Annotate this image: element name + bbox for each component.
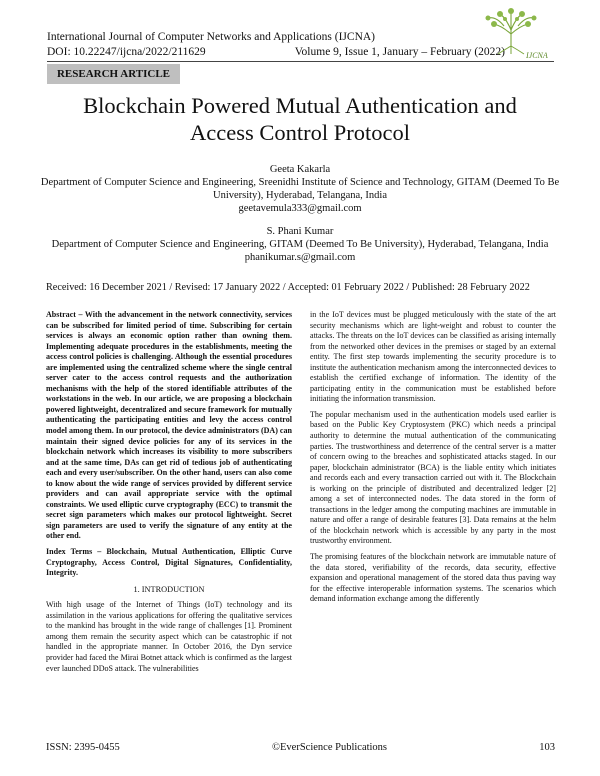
section-heading: 1. INTRODUCTION xyxy=(133,584,205,594)
paper-title xyxy=(40,92,560,146)
author-name: S. Phani Kumar xyxy=(266,226,334,237)
doi: DOI: 10.22247/ijcna/2022/211629 xyxy=(47,46,206,58)
author-2-block xyxy=(40,225,560,264)
article-type-badge: RESEARCH ARTICLE xyxy=(47,64,180,84)
body-paragraph-3: The promising features of the blockchain network are immutable nature of the data stored, verifiability of the records, data security, effective expansion and operational management of the stored data thus paving way for the effective interoperable information systems. The scenarios which demand information exchange among the differently xyxy=(310,552,556,604)
intro-paragraph: With high usage of the Internet of Things (IoT) technology and its assimilation in the various applications for offering the qualitative services to the mankind has brought in the wide range of challenges [1]. Prominent among them remain the security aspect which can be catastrophic if not handled in the appropriate manner. In October 2016, the Dyn service provider had faced the Mirai Botnet attack which is confirmed as the largest ever launched DDoS attack. The vulnerabilities xyxy=(46,600,292,673)
publication-dates: Received: 16 December 2021 / Revised: 17 January 2022 / Accepted: 01 February 2022 / Published: 28 February 2022 xyxy=(46,282,530,293)
publisher: ©EverScience Publications xyxy=(272,742,388,753)
body-paragraph-1: in the IoT devices must be plugged meticulously with the state of the art security mechanisms which are light-weight and robust to counter the attacks. The threats on the IoT devices can be classified as arising internally from the networked other devices in the premises or staged by an external entity. The first step towards implementing the security procedure is to institute the authentication mechanism among the interconnected devices to establish the certified exchange of information. The identity of the participating entity in the communication must be established before initiating the information transmission. xyxy=(310,310,556,404)
doi-volume-line xyxy=(47,45,505,59)
title-line-2: Access Control Protocol xyxy=(190,120,410,145)
logo-text: IJCNA xyxy=(526,51,548,60)
author-affiliation: Department of Computer Science and Engineering, Sreenidhi Institute of Science and Technology, GITAM (Deemed To Be University), Hyderabad, Telangana, India xyxy=(40,177,560,201)
journal-logo xyxy=(470,6,552,62)
body-paragraph-2: The popular mechanism used in the authentication models used earlier is based on the Public Key Cryptosystem (PKC) which needs a principal authority to determine the mutual authentication of the communicating parties. The trustworthiness and deterrence of the central server is a matter of concern owing to the breaches and sophisticated attacks staged. In our paper, blockchain administrator (BCA) is the liable entity which initiates and records each and every transaction carried out with it. The Blockchain is working on the principle of distributed and decentralized ledger [2] among a set of interconnected nodes. The data stored in the form of transactions in the ledger among the computing machines are immutable in nature and offer a range of desirable features [3]. Data remains at the helm of the blockchain network which is accessible by any party in the most trustworthy environment. xyxy=(310,409,556,546)
left-column xyxy=(46,310,292,679)
right-column xyxy=(310,310,556,610)
page-number: 103 xyxy=(539,742,555,753)
issn: ISSN: 2395-0455 xyxy=(46,742,120,753)
author-1-block xyxy=(40,163,560,215)
author-affiliation: Department of Computer Science and Engineering, GITAM (Deemed To Be University), Hyderabad, Telangana, India xyxy=(51,239,549,250)
header-rule xyxy=(47,61,554,62)
volume-issue: Volume 9, Issue 1, January – February (2022) xyxy=(294,46,505,58)
author-email: geetavemula333@gmail.com xyxy=(238,203,362,214)
author-email: phanikumar.s@gmail.com xyxy=(244,252,356,263)
abstract: Abstract – With the advancement in the network connectivity, services can be subscribed for limited period of time. Subscribing for certain services is always an economic option rather than owning them. Implementing adequate procedures in the establishments, meeting the access control policies is challenging. Although the essential procedures are implemented using the centralized scheme where the single central server cater to the access control requests and the authorization mechanisms with the help of the stored identifiable attributes of the workstations in the web. In our article, we are proposing a blockchain powered lightweight, decentralized and secure framework for mutually authenticating the participating entities and levy the access control model among them. In our protocol, the device administrators (DA) can maintain their signed device policies for any of its services in the blockchain network which increases its visibility to more subscribers and at the same time, DAs can get rid of tedious job of authenticating each and every user/subscriber. On the other hand, users can also come to know about the wide range of services provided by different service providers and can avail appropriate service with the optimal constraints. We used elliptic curve cryptography (ECC) to transmit the secret sign parameters which makes our protocol lightweight. Secret sign parameters are used to verify the signature of any entity at the other end. xyxy=(46,310,293,541)
index-terms: Index Terms – Blockchain, Mutual Authentication, Elliptic Curve Cryptography, Access Control, Digital Signatures, Confidentiality, Integrity. xyxy=(46,547,292,578)
title-line-1: Blockchain Powered Mutual Authentication and xyxy=(83,93,517,118)
author-name: Geeta Kakarla xyxy=(269,164,331,175)
page-footer xyxy=(46,742,555,753)
journal-name: International Journal of Computer Networks and Applications (IJCNA) xyxy=(47,31,376,43)
